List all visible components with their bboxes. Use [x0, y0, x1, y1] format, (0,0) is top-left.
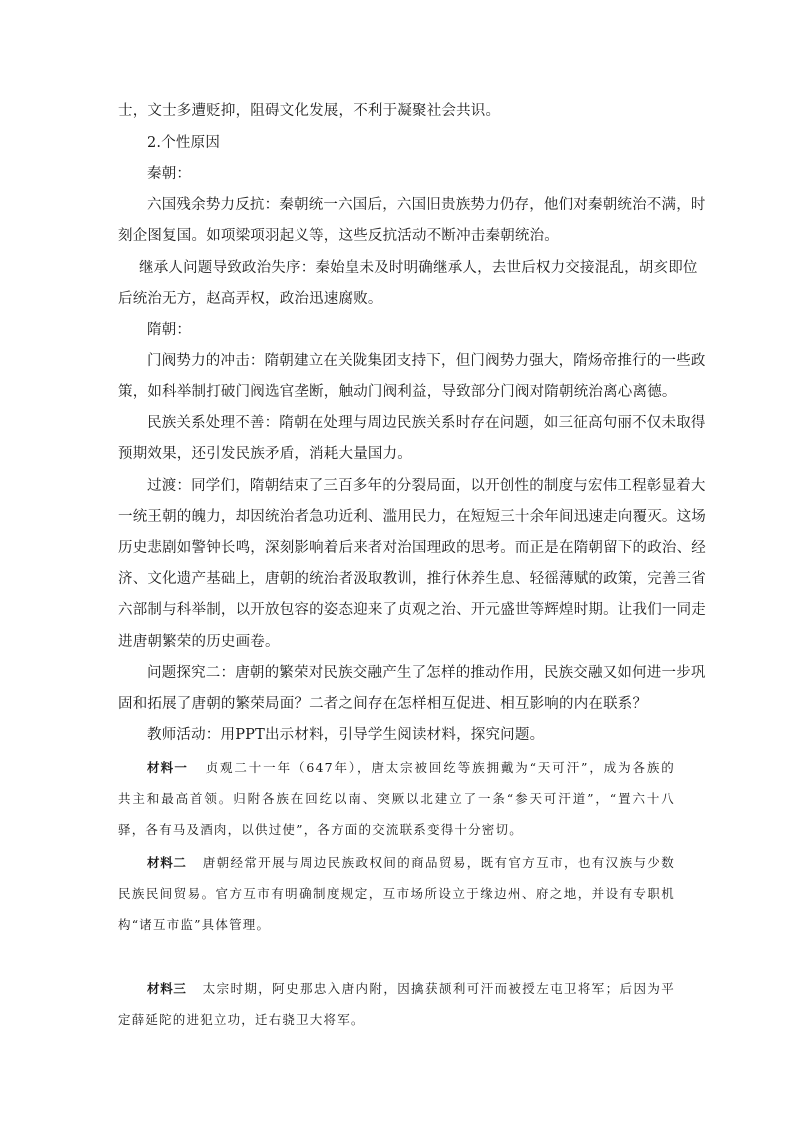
material-two-text: 唐朝经常开展与周边民族政权间的商品贸易，既有官方互市，也有汉族与少数: [202, 855, 675, 870]
material-two-line: 构“诸互市监”具体管理。: [118, 917, 271, 932]
dynasty-heading-sui: 隋朝：: [147, 322, 192, 338]
section-heading: 2.个性原因: [147, 135, 221, 151]
paragraph-line: 策，如科举制打破门阀选官垄断，触动门阀利益，导致部分门阀对隋朝统治离心离德。: [118, 384, 677, 400]
paragraph-line: 门阀势力的冲击：隋朝建立在关陇集团支持下，但门阀势力强大，隋炀帝推行的一些政: [147, 353, 706, 369]
material-three-label: 材料三: [147, 981, 187, 996]
material-one-line: 共主和最高首领。归附各族在回纥以南、突厥以北建立了一条“参天可汗道”，“置六十八: [118, 791, 675, 806]
material-three-line: 定薛延陀的进犯立功，迁右骁卫大将军。: [118, 1012, 365, 1027]
material-one-line: [147, 758, 675, 778]
paragraph-line: 六国残余势力反抗：秦朝统一六国后，六国旧贵族势力仍存，他们对秦朝统治不满，时: [147, 197, 706, 213]
question-line: 问题探究二：唐朝的繁荣对民族交融产生了怎样的推动作用，民族交融又如何进一步巩: [147, 665, 706, 681]
paragraph-line: 士，文士多遭贬抑，阻碍文化发展，不利于凝聚社会共识。: [118, 103, 501, 119]
paragraph-line: 一统王朝的魄力，却因统治者急功近利、滥用民力，在短短三十余年间迅速走向覆灭。这场: [118, 509, 706, 525]
dynasty-heading-qin: 秦朝：: [147, 166, 192, 182]
paragraph-line: 刻企图复国。如项梁项羽起义等，这些反抗活动不断冲击秦朝统治。: [118, 228, 559, 244]
paragraph-line: 民族关系处理不善：隋朝在处理与周边民族关系时存在问题，如三征高句丽不仅未取得: [147, 415, 706, 431]
paragraph-line: 进唐朝繁荣的历史画卷。: [118, 634, 280, 650]
paragraph-line: 历史悲剧如警钟长鸣，深刻影响着后来者对治国理政的思考。而正是在隋朝留下的政治、经: [118, 540, 706, 556]
material-one-text: 贞观二十一年（647年），唐太宗被回纥等族拥戴为“天可汗”，成为各族的: [205, 760, 675, 775]
paragraph-line: 六部制与科举制，以开放包容的姿态迎来了贞观之治、开元盛世等辉煌时期。让我们一同走: [118, 602, 706, 618]
material-one-line: 驿，各有马及酒肉，以供过使”，各方面的交流联系变得十分密切。: [118, 822, 523, 837]
material-two-label: 材料二: [147, 855, 187, 870]
paragraph-line: 预期效果，还引发民族矛盾，消耗大量国力。: [118, 446, 412, 462]
paragraph-line: 后统治无方，赵高弄权，政治迅速腐败。: [118, 291, 383, 307]
paragraph-line: 济、文化遗产基础上，唐朝的统治者汲取教训，推行休养生息、轻徭薄赋的政策，完善三省: [118, 571, 706, 587]
paragraph-line: 过渡：同学们，隋朝结束了三百多年的分裂局面，以开创性的制度与宏伟工程彰显着大: [147, 478, 706, 494]
material-three-text: 太宗时期，阿史那忠入唐内附，因擒获颉利可汗而被授左屯卫将军；后因为平: [202, 981, 675, 996]
question-line: 固和拓展了唐朝的繁荣局面？二者之间存在怎样相互促进、相互影响的内在联系？: [118, 696, 648, 712]
material-one-label: 材料一: [147, 760, 189, 775]
material-three-line: [147, 979, 675, 999]
material-two-line: 民族民间贸易。官方互市有明确制度规定，互市场所设立于缘边州、府之地，并设有专职机: [118, 886, 675, 901]
teacher-activity: 教师活动：用PPT出示材料，引导学生阅读材料，探究问题。: [147, 727, 545, 743]
paragraph-line: 继承人问题导致政治失序：秦始皇未及时明确继承人，去世后权力交接混乱，胡亥即位: [139, 260, 698, 276]
material-two-line: [147, 853, 675, 873]
